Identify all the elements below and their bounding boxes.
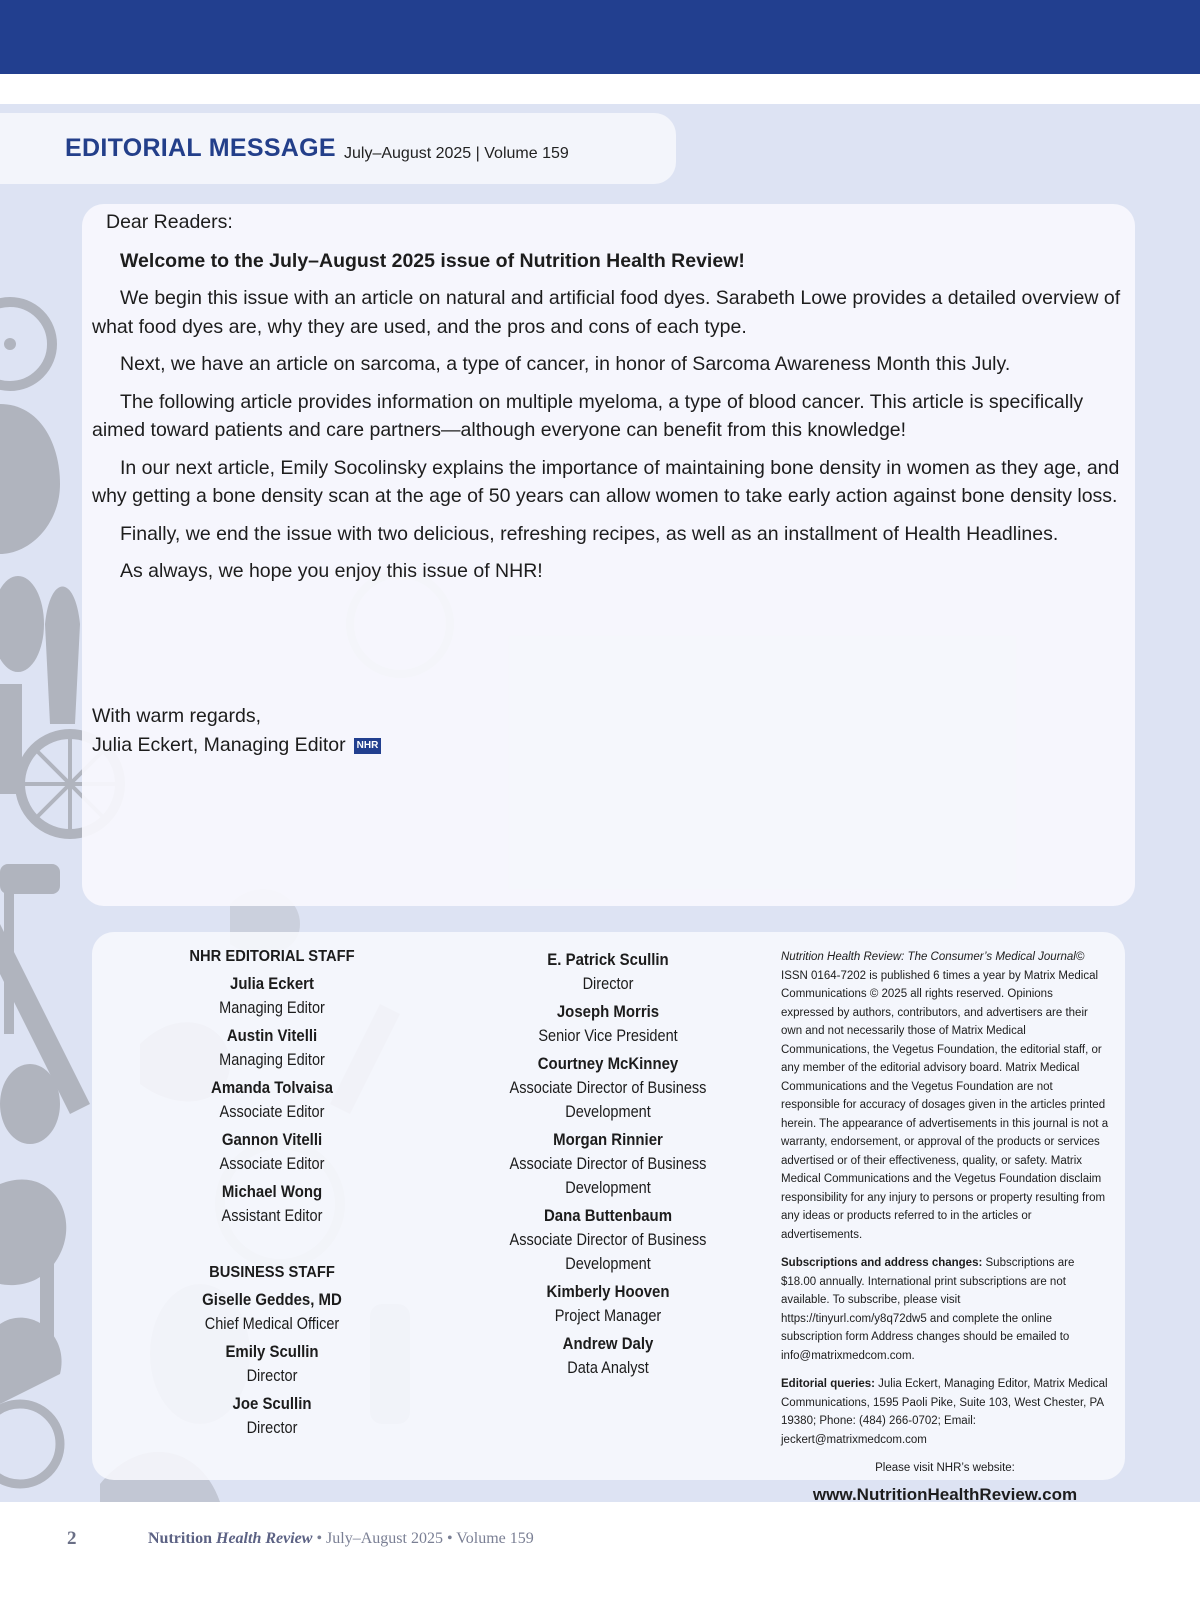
signature-block (92, 702, 381, 760)
staff-role: Managing Editor (219, 1051, 325, 1069)
letter-paragraph: As always, we hope you enjoy this issue of NHR! (120, 560, 543, 582)
staff-name: Andrew Daly (562, 1334, 654, 1353)
staff-member (448, 1280, 768, 1328)
staff-member (448, 948, 768, 996)
salutation: Dear Readers: (106, 211, 233, 233)
staff-name: E. Patrick Scullin (547, 950, 669, 969)
staff-role: Assistant Editor (221, 1207, 323, 1225)
staff-role: Chief Medical Officer (204, 1315, 340, 1333)
staff-name: Kimberly Hooven (546, 1282, 670, 1301)
footer-brand: Nutrition (148, 1530, 212, 1547)
staff-name: Gannon Vitelli (221, 1130, 323, 1149)
signature-name: Julia Eckert, Managing Editor (92, 734, 346, 756)
staff-role: Associate Director of Business Development (509, 1231, 707, 1273)
website-link[interactable]: www.NutritionHealthReview.com (812, 1484, 1078, 1504)
letter-paragraph: The following article provides information on multiple myeloma, a type of blood cancer. This article is specifically aimed toward patients and care partners—although everyone can benefit from this knowledge! (92, 390, 1084, 441)
welcome-line: Welcome to the July–August 2025 issue of Nutrition Health Review! (120, 249, 745, 272)
staff-role: Associate Editor (219, 1155, 325, 1173)
staff-role: Project Manager (554, 1307, 662, 1325)
editorial-staff-column (172, 948, 372, 1444)
letter-paragraph: We begin this issue with an article on natural and artificial food dyes. Sarabeth Lowe provides a detailed overview of what food dyes are, why they are used, and the pros and cons of each type. (92, 287, 1121, 338)
staff-role: Data Analyst (567, 1359, 649, 1377)
staff-member (448, 1000, 768, 1048)
staff-name: Michael Wong (221, 1182, 323, 1201)
staff-name: Emily Scullin (225, 1342, 319, 1361)
queries-text: Julia Eckert, Managing Editor, Matrix Medical Communications, 1595 Paoli Pike, Suite 103, West Chester, PA 19380; Phone: (484) 266-0702; Email: jeckert@matrixmedcom.com (781, 1378, 1108, 1446)
issue-label: July–August 2025 | Volume 159 (344, 145, 569, 162)
letter-paragraph: In our next article, Emily Socolinsky explains the importance of maintaining bone density in women as they age, and why getting a bone density scan at the age of 50 years can allow women to take early action against bone density loss. (92, 456, 1120, 507)
staff-name: Joe Scullin (232, 1394, 312, 1413)
staff-name: Amanda Tolvaisa (211, 1078, 333, 1097)
staff-role: Senior Vice President (538, 1027, 678, 1045)
staff-role: Director (246, 1367, 298, 1385)
legal-text: ISSN 0164-7202 is published 6 times a year by Matrix Medical Communications © 2025 all rights reserved. Opinions expressed by authors, contributors, and advertisers are their own and not necessarily those of Matrix Medical Communications, the Vegetus Foundation, the editorial staff, or any member of the editorial advisory board. Matrix Medical Communications and the Vegetus Foundation are not responsible for accuracy of dosages given in the articles printed herein. The appearance of advertisements in this journal is not a warranty, endorsement, or approval of the products or services advertised or of their effectiveness, quality, or safety. Matrix Medical Communications and the Vegetus Foundation disclaim responsibility for any injury to persons or property resulting from any ideas or products referred to in the articles or advertisements. (781, 969, 1109, 1241)
staff-member (172, 1340, 372, 1388)
staff-role: Director (582, 975, 634, 993)
staff-name: Julia Eckert (229, 974, 314, 993)
staff-member (172, 1076, 372, 1124)
top-color-band (0, 0, 1200, 74)
staff-role: Associate Director of Business Development (509, 1079, 707, 1121)
editorial-staff-heading: NHR EDITORIAL STAFF (189, 948, 355, 965)
letter-paragraph: Next, we have an article on sarcoma, a type of cancer, in honor of Sarcoma Awareness Month this July. (120, 353, 1011, 375)
staff-member (172, 1392, 372, 1440)
subscriptions-label: Subscriptions and address changes: (781, 1257, 983, 1269)
signature-line (92, 731, 381, 760)
publication-notice (781, 948, 1109, 1504)
business-staff-column (448, 948, 768, 1384)
visit-line: Please visit NHR’s website: (875, 1462, 1015, 1474)
staff-member (172, 1128, 372, 1176)
staff-member (172, 972, 372, 1020)
staff-role: Associate Editor (219, 1103, 325, 1121)
staff-name: Giselle Geddes, MD (202, 1290, 342, 1309)
staff-name: Morgan Rinnier (553, 1130, 663, 1149)
staff-role: Director (246, 1419, 298, 1437)
staff-name: Austin Vitelli (226, 1026, 318, 1045)
footer-brand-italic: Health Review (216, 1530, 313, 1547)
staff-member (448, 1332, 768, 1380)
staff-name: Dana Buttenbaum (543, 1206, 673, 1225)
closing-line: With warm regards, (92, 705, 262, 727)
staff-member (448, 1204, 768, 1276)
staff-name: Joseph Morris (556, 1002, 660, 1021)
footer-credit (148, 1530, 534, 1548)
staff-member (172, 1180, 372, 1228)
queries-label: Editorial queries: (781, 1378, 875, 1390)
subscriptions-text: Subscriptions are $18.00 annually. International print subscriptions are not available. To subscribe, please visit https://tinyurl.com/y8q72dw5 and complete the online subscription form Address changes should be emailed to info@matrixmedcom.com. (781, 1257, 1075, 1362)
staff-role: Managing Editor (219, 999, 325, 1017)
staff-member (172, 1024, 372, 1072)
page-title: EDITORIAL MESSAGE (65, 134, 336, 162)
business-staff-heading: BUSINESS STAFF (209, 1264, 335, 1281)
editorial-letter (92, 208, 1122, 595)
nhr-badge: NHR (354, 738, 382, 754)
journal-name: Nutrition Health Review: The Consumer’s Medical Journal© (781, 951, 1085, 963)
letter-paragraph: Finally, we end the issue with two delicious, refreshing recipes, as well as an installment of Health Headlines. (120, 522, 1059, 545)
staff-name: Courtney McKinney (537, 1054, 679, 1073)
page-footer (0, 1528, 1200, 1558)
page-number: 2 (67, 1528, 77, 1549)
staff-role: Associate Director of Business Development (509, 1155, 707, 1197)
staff-member (448, 1052, 768, 1124)
footer-issue: • July–August 2025 • Volume 159 (316, 1530, 534, 1547)
staff-member (172, 1288, 372, 1336)
staff-member (448, 1128, 768, 1200)
